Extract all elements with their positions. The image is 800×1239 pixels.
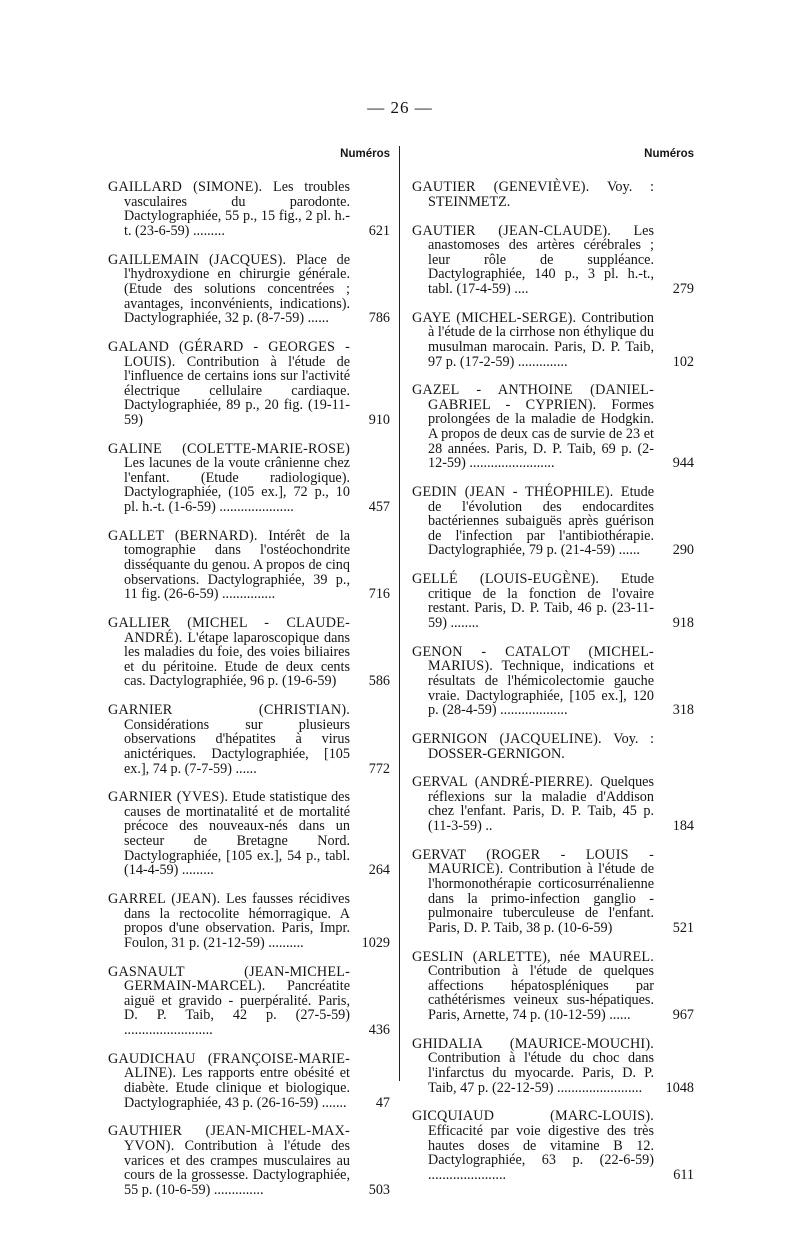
index-entry — [108, 251, 390, 327]
index-entry — [108, 179, 390, 239]
right-column-header: Numéros — [644, 148, 694, 160]
entry-number: 1048 — [665, 1079, 694, 1096]
index-entry — [108, 440, 390, 516]
entry-number: 102 — [672, 353, 694, 370]
entry-description: Considérations sur plusieurs observations d'hépatites à virus anictériques. Dactylographiée, [105 ex.], 74 p. (7-7-59) ...... — [124, 716, 350, 777]
entry-number: 967 — [672, 1006, 694, 1023]
entry-number: 436 — [368, 1021, 390, 1038]
entry-number: 586 — [368, 673, 390, 690]
index-entry — [108, 1123, 390, 1198]
index-entry — [412, 948, 694, 1023]
entry-author: GALLET (BERNARD). — [108, 527, 258, 544]
entry-author: GAUTIER (GENEVIÈVE). — [412, 179, 590, 196]
left-entries — [108, 180, 390, 1197]
entry-author: GAYE (MICHEL-SERGE). — [412, 309, 577, 326]
index-entry — [412, 309, 694, 370]
entry-description: Les anastomoses des artères cérébrales ; leur rôle de suppléance. Dactylographiée, 140 p., 3 pl. h.-t., tabl. (17-4-59) .... — [428, 222, 654, 297]
index-entry — [412, 222, 694, 297]
entry-description: Contribution à l'étude du choc dans l'infarctus du myocarde. Paris, D. P. Taib, 47 p. (22-12-59) ........................ — [428, 1050, 654, 1096]
index-entry — [108, 614, 390, 690]
entry-description: Quelques réflexions sur la maladie d'Addison chez l'enfant. Paris, D. P. Taib, 45 p. (11-3-59) .. — [428, 774, 654, 835]
entry-description: Technique, indications et résultats de l'hémicolectomie gauche vraie. Dactylographiée, [105 ex.], 120 p. (28-4-59) ................... — [428, 658, 654, 719]
entry-author: GAILLARD (SIMONE). — [108, 179, 263, 196]
index-entry — [108, 1050, 390, 1111]
entry-description: Voy. : STEINMETZ. — [428, 179, 654, 210]
index-entry — [108, 891, 390, 951]
entry-author: GALLIER (MICHEL - CLAUDE-ANDRÉ). — [108, 614, 350, 646]
entry-description: Contribution à l'étude de l'influence de certains ions sur l'activité électrique cellulaire cardiaque. Dactylographiée, 89 p., 20 fig. (19-11-59) — [124, 353, 350, 428]
entry-number: 621 — [368, 222, 390, 239]
entry-author: GICQUIAUD (MARC-LOUIS). — [412, 1108, 654, 1125]
entry-author: GERVAT (ROGER - LOUIS - MAURICE). — [412, 846, 654, 878]
index-entry — [412, 732, 654, 761]
entry-number: 786 — [368, 310, 390, 327]
index-entry — [108, 702, 390, 777]
entry-description: Contribution à l'étude des varices et des crampes musculaires au cours de la grossesse. Dactylographiée, 55 p. (10-6-59) .............. — [124, 1137, 350, 1198]
entry-description: Efficacité par voie digestive des très hautes doses de vitamine B 12. Dactylographiée, 63 p. (22-6-59) ...................... — [428, 1122, 654, 1183]
index-entry — [412, 846, 694, 936]
entry-author: GALINE (COLETTE-MARIE-ROSE) — [108, 440, 350, 457]
entry-author: GAUTIER (JEAN-CLAUDE). — [412, 222, 612, 239]
entry-author: GAILLEMAIN (JACQUES). — [108, 251, 287, 268]
entry-number: 503 — [368, 1181, 390, 1198]
entry-number: 264 — [368, 862, 390, 879]
index-entry — [412, 774, 694, 835]
entry-author: GARREL (JEAN). — [108, 891, 221, 908]
entry-number: 318 — [672, 702, 694, 719]
entry-number: 457 — [368, 499, 390, 516]
entry-description: Contribution à l'étude de l'hormonothérapie corticosurrénalienne dans la primo-infection ganglio - pulmonaire tuberculeuse de l'enfant. Paris, D. P. Taib, 38 p. (10-6-59) — [428, 861, 654, 936]
entry-number: 47 — [375, 1094, 390, 1111]
entry-number: 279 — [672, 280, 694, 297]
entry-author: GARNIER (CHRISTIAN). — [108, 702, 350, 719]
entry-author: GESLIN (ARLETTE), née MAUREL. — [412, 948, 654, 965]
entry-author: GARNIER (YVES). — [108, 789, 229, 806]
entry-description: Contribution à l'étude de quelques affections hépatospléniques par cathétérismes veineux sus-hépatiques. Paris, Arnette, 74 p. (10-12-59) ...... — [428, 963, 654, 1023]
left-column-header: Numéros — [340, 148, 390, 160]
index-entry — [412, 484, 694, 559]
entry-description: Etude critique de la fonction de l'ovaire restant. Paris, D. P. Taib, 46 p. (23-11-59) ........ — [428, 571, 654, 631]
entry-author: GERNIGON (JACQUELINE). — [412, 730, 602, 747]
entry-author: GEDIN (JEAN - THÉOPHILE). — [412, 484, 614, 501]
entry-author: GAUTHIER (JEAN-MICHEL-MAX-YVON). — [108, 1123, 350, 1154]
index-entry — [412, 180, 654, 209]
entry-author: GHIDALIA (MAURICE-MOUCHI). — [412, 1035, 654, 1052]
entry-number: 1029 — [361, 934, 390, 951]
entry-description: Pancréatite aiguë et gravido - puerpéralité. Paris, D. P. Taib, 42 p. (27-5-59) ......................... — [124, 978, 350, 1038]
entry-description: Les fausses récidives dans la rectocolite hémorragique. A propos d'une observation. Paris, Impr. Foulon, 31 p. (21-12-59) .......... — [124, 891, 350, 951]
index-entry — [412, 382, 694, 472]
entry-number: 521 — [672, 919, 694, 936]
entry-author: GERVAL (ANDRÉ-PIERRE). — [412, 774, 594, 791]
right-entries — [412, 180, 694, 1182]
index-entry — [412, 1108, 694, 1183]
entry-number: 918 — [672, 614, 694, 631]
entry-description: L'étape laparoscopique dans les maladies du foie, des voies biliaires et du péritoine. Etude de deux cents cas. Dactylographiée, 96 p. (19-6-59) — [124, 629, 350, 690]
entry-description: Contribution à l'étude de la cirrhose non éthylique du musulman marocain. Paris, D. P. Taib, 97 p. (17-2-59) .............. — [428, 309, 654, 370]
entry-author: GELLÉ (LOUIS-EUGÈNE). — [412, 571, 600, 588]
entry-number: 910 — [368, 411, 390, 428]
entry-description: Les rapports entre obésité et diabète. Etude clinique et biologique. Dactylographiée, 43 p. (26-16-59) ....... — [124, 1065, 350, 1111]
entry-author: GAUDICHAU (FRANÇOISE-MARIE-ALINE). — [108, 1050, 350, 1082]
index-entry — [412, 1035, 694, 1096]
index-entry — [412, 643, 694, 719]
entry-number: 772 — [368, 760, 390, 777]
entry-description: Intérêt de la tomographie dans l'ostéochondrite disséquante du genou. A propos de cinq observations. Dactylographiée, 39 p., 11 fig. (26-6-59) ............... — [124, 527, 350, 603]
entry-author: GASNAULT (JEAN-MICHEL-GERMAIN-MARCEL). — [108, 963, 350, 995]
entry-author: GENON - CATALOT (MICHEL-MARIUS). — [412, 643, 654, 675]
entry-description: Formes prolongées de la maladie de Hodgkin. A propos de deux cas de survie de 23 et 28 années. Paris, D. P. Taib, 69 p. (2-12-59) ........................ — [428, 396, 654, 472]
entry-description: Etude de l'évolution des endocardites bactériennes subaiguës après guérison de l'infection par l'antibiothérapie. Dactylographiée, 79 p. (21-4-59) ...... — [428, 484, 654, 559]
entry-description: Les troubles vasculaires du parodonte. Dactylographiée, 55 p., 15 fig., 2 pl. h.-t. (23-6-59) ......... — [124, 179, 350, 239]
entry-description: Etude statistique des causes de mortinatalité et de mortalité précoce des nouveaux-nés dans un secteur de Bretagne Nord. Dactylographiée, [105 ex.], 54 p., tabl. (14-4-59) ......... — [124, 789, 350, 879]
entry-number: 184 — [672, 818, 694, 835]
entry-description: Voy. : DOSSER-GERNIGON. — [428, 730, 654, 762]
index-entry — [412, 571, 694, 631]
index-entry — [108, 338, 390, 428]
left-column — [108, 143, 390, 1197]
right-column — [412, 143, 694, 1182]
entry-number: 944 — [672, 455, 694, 472]
index-entry — [108, 789, 390, 879]
page-number: — 26 — — [367, 98, 433, 117]
entry-number: 611 — [673, 1166, 694, 1183]
entry-description: Les lacunes de la voute crânienne chez l'enfant. (Etude radiologique). Dactylographiée, (105 ex.], 72 p., 10 pl. h.-t. (1-6-59) ..................... — [124, 455, 350, 516]
entry-author: GAZEL - ANTHOINE (DANIEL-GABRIEL - CYPRIEN). — [412, 382, 654, 413]
index-entry — [108, 963, 390, 1038]
index-entry — [108, 527, 390, 603]
entry-author: GALAND (GÉRARD - GEORGES - LOUIS). — [108, 338, 350, 370]
entry-description: Place de l'hydroxydione en chirurgie générale. (Etude des solutions concentrées ; avantages, inconvénients, indications). Dactylographiée, 32 p. (8-7-59) ...... — [124, 251, 350, 327]
column-divider — [399, 146, 400, 1081]
entry-number: 290 — [672, 542, 694, 559]
entry-number: 716 — [368, 586, 390, 603]
